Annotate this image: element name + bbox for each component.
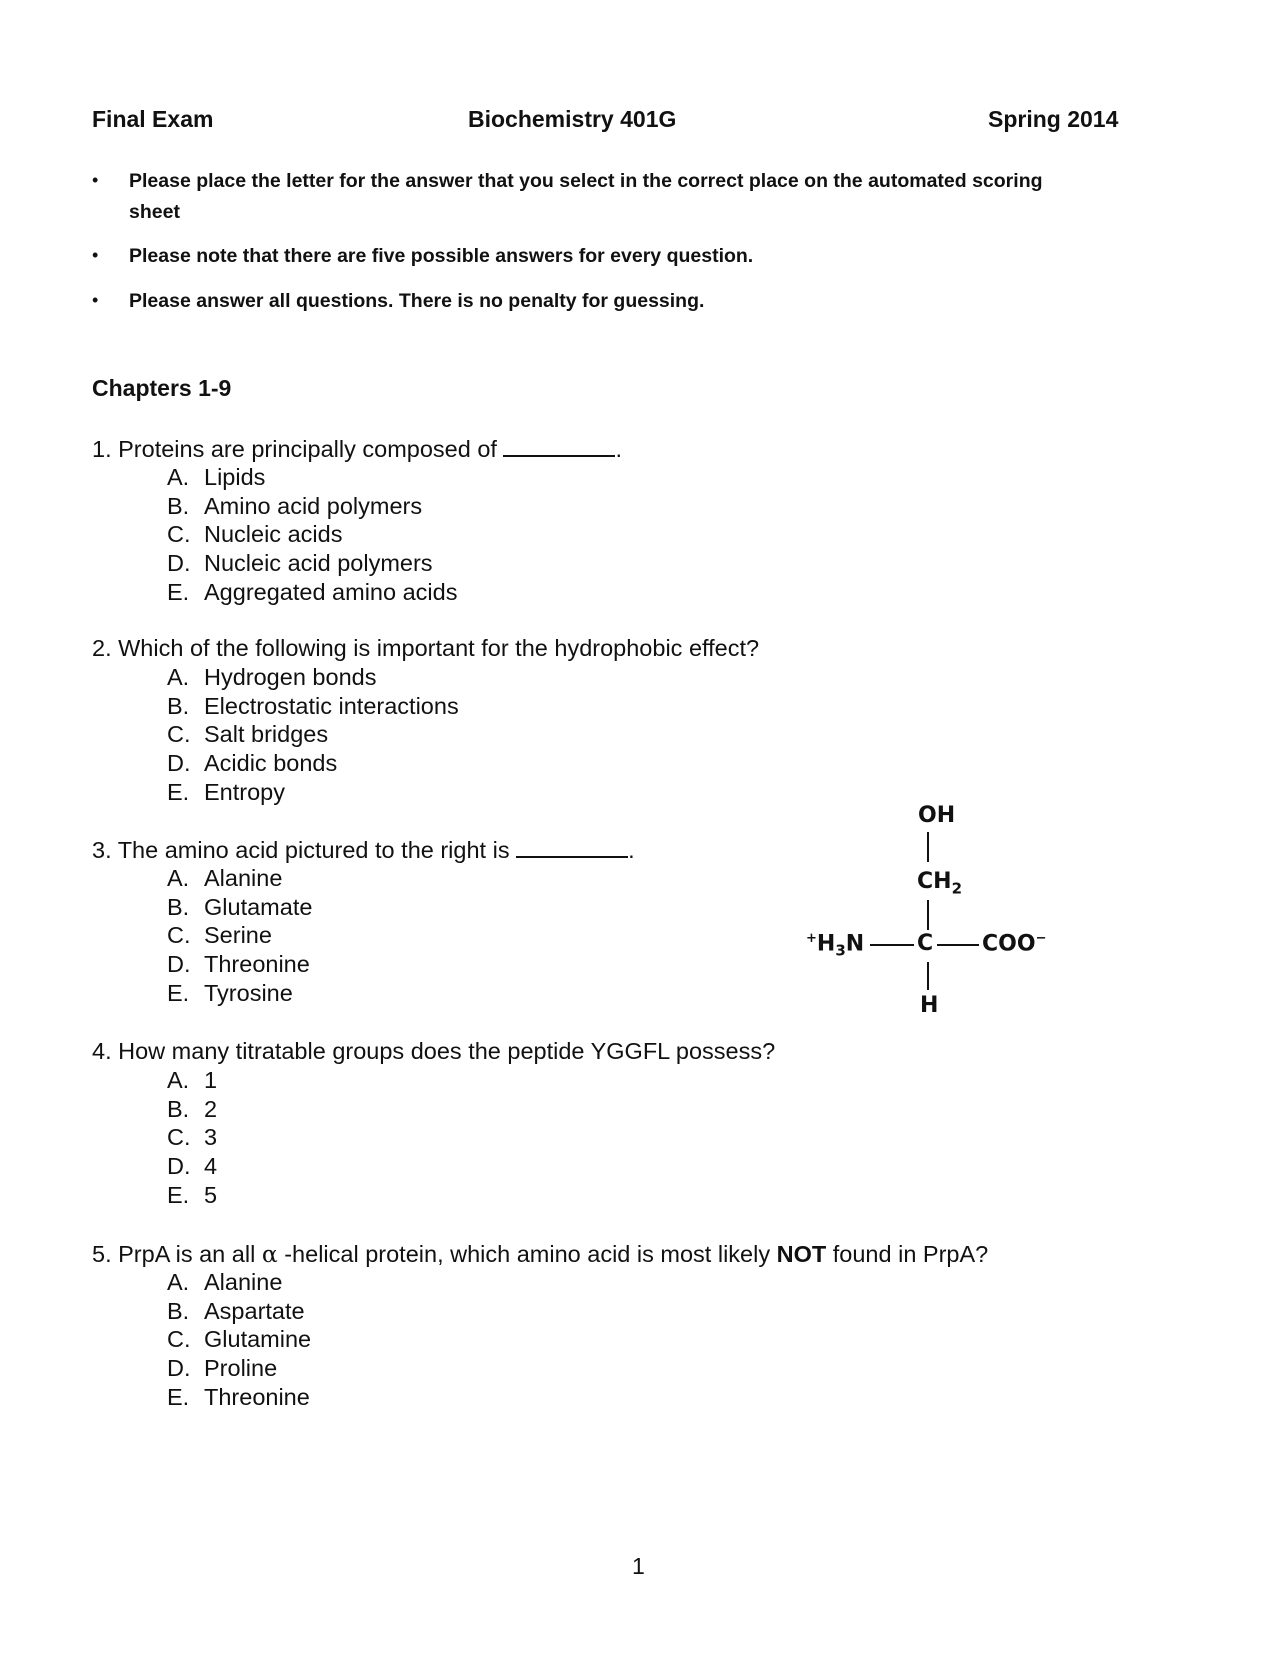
answer-option: B. Glutamate xyxy=(167,893,313,920)
answer-option: E. Tyrosine xyxy=(167,980,293,1006)
answer-option: B. Amino acid polymers xyxy=(167,492,423,519)
answer-option: A. Hydrogen bonds xyxy=(167,663,377,690)
carboxylate-label: COO− xyxy=(982,931,1047,957)
instruction: sheet xyxy=(129,201,180,223)
answer-option: D. Proline xyxy=(167,1355,278,1382)
instruction: Please answer all questions. There is no penalty for guessing. xyxy=(129,290,705,312)
instruction: Please place the letter for the answer that you select in the correct place on the automated scoring xyxy=(129,170,1043,192)
ch2-label: $CH_2$ xyxy=(917,869,962,898)
answer-option: E. Threonine xyxy=(167,1384,310,1410)
answer-option: A. Alanine xyxy=(167,864,283,891)
header-left: Final Exam xyxy=(92,106,214,132)
bullet-icon: • xyxy=(92,290,99,310)
answer-option: E. Aggregated amino acids xyxy=(167,579,458,605)
header-right: Spring 2014 xyxy=(988,106,1119,132)
answer-option: A. Alanine xyxy=(167,1268,283,1295)
page-number: 1 xyxy=(632,1553,645,1579)
question-1: 1. Proteins are principally composed of . xyxy=(92,436,622,462)
answer-option: C. Nucleic acids xyxy=(167,521,343,548)
answer-option: D. Nucleic acid polymers xyxy=(167,550,433,577)
question-5: 5. PrpA is an all α -helical protein, which amino acid is most likely NOT found in PrpA? xyxy=(92,1240,989,1268)
question-2: 2. Which of the following is important for the hydrophobic effect? xyxy=(92,635,760,661)
answer-option: E. 5 xyxy=(167,1182,218,1208)
oh-label: OH xyxy=(918,803,956,828)
question-4: 4. How many titratable groups does the peptide YGGFL possess? xyxy=(92,1038,776,1064)
answer-blank xyxy=(503,435,615,457)
amino-group-label: $^+H_3N$ xyxy=(806,931,865,960)
header-center: Biochemistry 401G xyxy=(468,106,677,132)
hydrogen-label: H xyxy=(920,993,939,1018)
answer-option: B. Aspartate xyxy=(167,1297,305,1324)
answer-option: B. 2 xyxy=(167,1095,218,1122)
answer-option: C. Salt bridges xyxy=(167,721,329,748)
section-title: Chapters 1-9 xyxy=(92,375,232,401)
question-3: 3. The amino acid pictured to the right is . xyxy=(92,837,635,863)
answer-option: A. 1 xyxy=(167,1066,218,1093)
answer-option: C. Glutamine xyxy=(167,1326,312,1353)
alpha-carbon-label: C xyxy=(917,931,934,956)
answer-option: B. Electrostatic interactions xyxy=(167,692,459,719)
answer-option: A. Lipids xyxy=(167,463,266,490)
answer-option: D. 4 xyxy=(167,1153,218,1180)
answer-option: D. Acidic bonds xyxy=(167,750,338,777)
answer-blank xyxy=(516,836,628,858)
answer-option: E. Entropy xyxy=(167,779,285,805)
answer-option: C. 3 xyxy=(167,1124,218,1151)
answer-option: D. Threonine xyxy=(167,951,310,978)
bullet-icon: • xyxy=(92,245,99,265)
bullet-icon: • xyxy=(92,170,99,190)
answer-option: C. Serine xyxy=(167,922,272,949)
instruction: Please note that there are five possible answers for every question. xyxy=(129,245,754,267)
